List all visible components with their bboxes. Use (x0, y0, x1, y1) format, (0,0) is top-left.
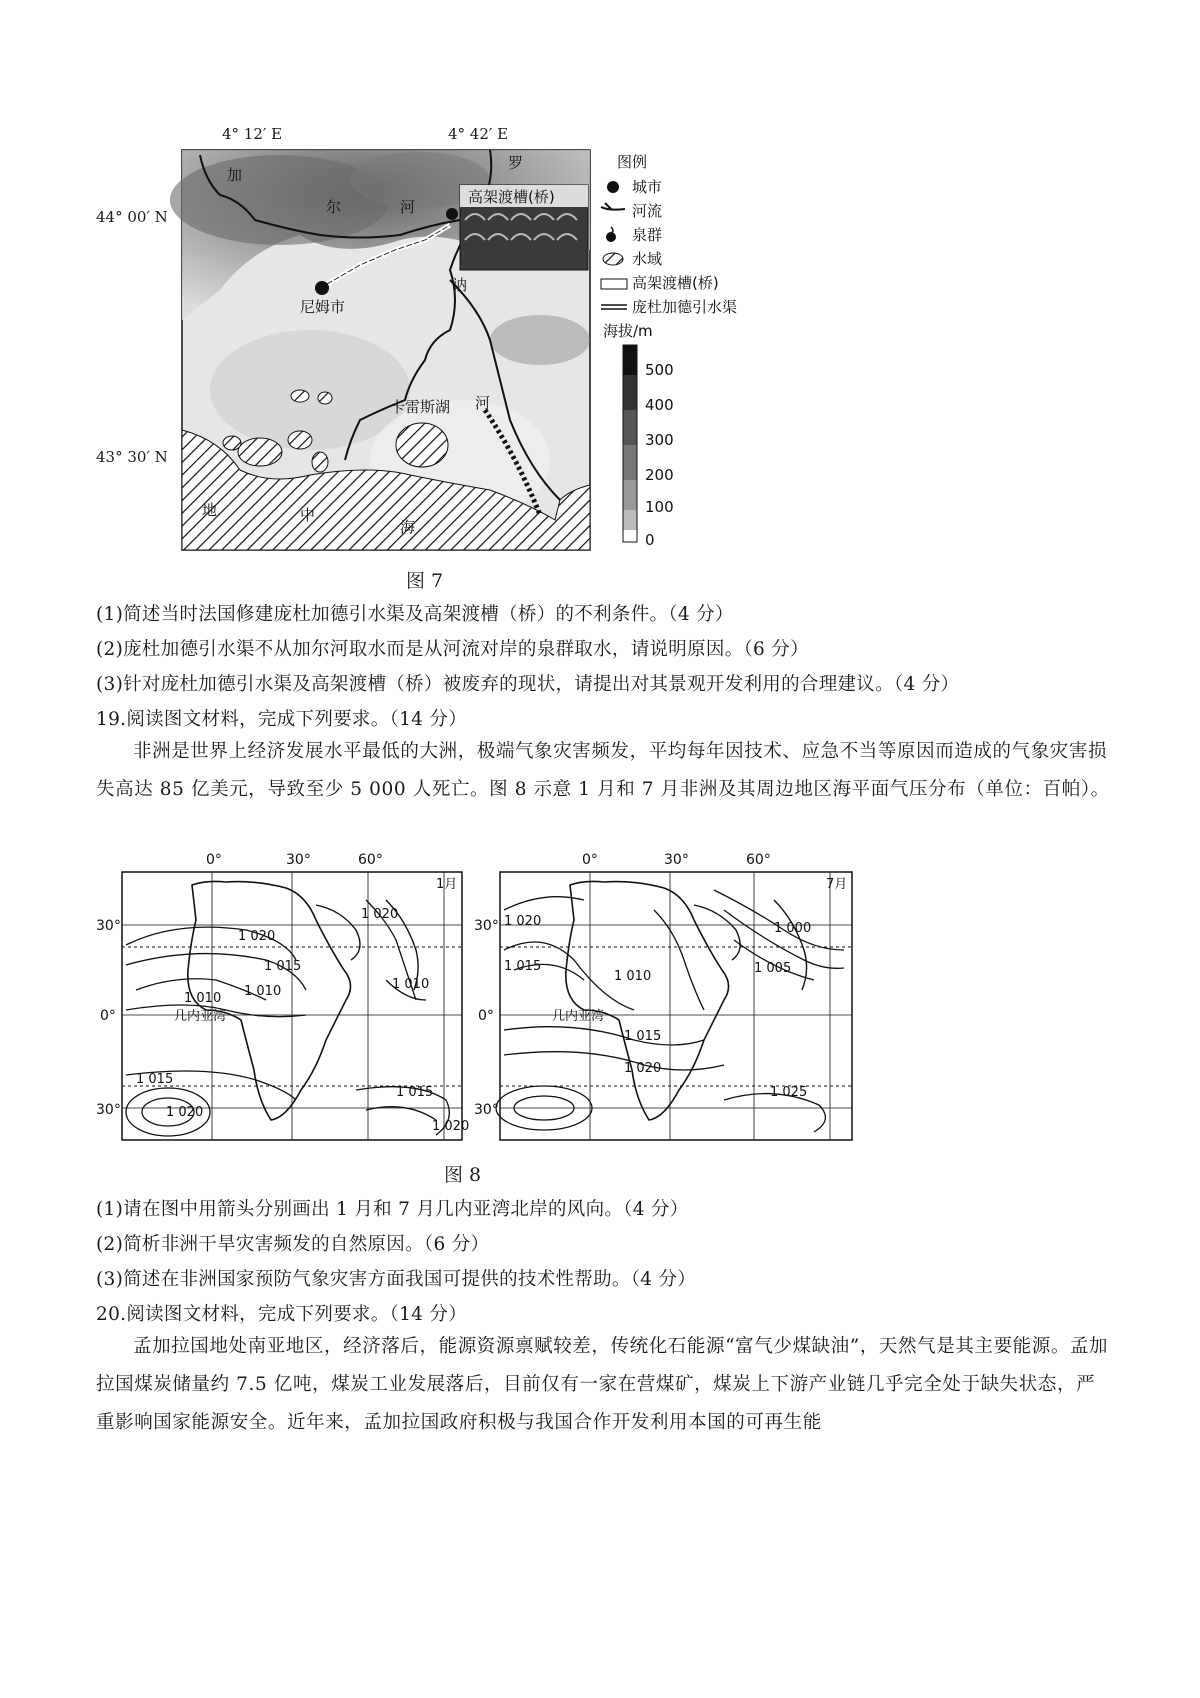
q19-1: (1)请在图中用箭头分别画出 1 月和 7 月几内亚湾北岸的风向。（4 分） (96, 1199, 689, 1220)
aqueduct-icon (601, 279, 627, 289)
lat-tick: 30° (474, 918, 499, 934)
lat-tick: 30° (474, 1102, 499, 1118)
isobar-label: 1 005 (754, 961, 792, 976)
label-jia: 加 (227, 166, 243, 184)
lat-tick: 30° (96, 1102, 121, 1118)
legend-water: 水域 (632, 250, 663, 268)
city-icon (607, 181, 619, 193)
q19-paragraph: 非洲是世界上经济发展水平最低的大洲，极端气象灾害频发，平均每年因技术、应急不当等原因而造成的气象灾害损失高达 85 亿美元，导致至少 5 000 人死亡。图 8 示意 1 月和 7 月非洲及其周边地区海平面气压分布（单位：百帕）。 (96, 741, 1110, 800)
lagoon (312, 452, 328, 472)
elev-tick-0: 0 (645, 531, 655, 549)
gulf-label-jul: 几内亚湾 (552, 1009, 605, 1024)
lon-tick: 60° (746, 852, 771, 868)
isobar-label: 1 010 (392, 977, 430, 992)
carres-lake (396, 423, 448, 467)
lowland-patch (210, 330, 410, 450)
lat-tick: 0° (478, 1008, 494, 1024)
inset-label: 高架渡槽(桥) (468, 188, 555, 206)
isobar-label: 1 000 (774, 921, 812, 936)
isobar-label: 1 020 (238, 929, 276, 944)
q19-heading: 19.阅读图文材料，完成下列要求。（14 分） (96, 709, 467, 730)
label-luo: 罗 (508, 154, 524, 172)
q20-paragraph: 孟加拉国地处南亚地区，经济落后，能源资源禀赋较差，传统化石能源“富气少煤缺油”，天然气是其主要能源。孟加拉国煤炭储量约 7.5 亿吨，煤炭工业发展落后，目前仅有一家在营煤矿，煤炭上下游产业链几乎完全处于缺失状态，严重影响国家能源安全。近年来，孟加拉国政府积极与我国合作开发利用本国的可再生能 (96, 1336, 1109, 1433)
label-he: 河 (400, 198, 416, 216)
lat-tick: 0° (100, 1008, 116, 1024)
lagoon (318, 392, 332, 404)
lon-label-2: 4° 42′ E (448, 125, 509, 143)
figure7-map (160, 140, 640, 560)
q18-3: (3)针对庞杜加德引水渠及高架渡槽（桥）被废弃的现状，请提出对其景观开发利用的合理建议。（4 分） (96, 674, 960, 695)
isobar-label: 1 015 (624, 1029, 662, 1044)
figure8-caption: 图 8 (444, 1164, 482, 1186)
lon-label-1: 4° 12′ E (222, 125, 283, 143)
figure7-legend (595, 145, 765, 550)
isobar-label: 1 020 (432, 1119, 470, 1134)
lat-label-1: 44° 00′ N (96, 208, 168, 226)
lagoon (223, 436, 241, 450)
nimes-city-marker (315, 281, 329, 295)
label-nimes: 尼姆市 (300, 298, 346, 316)
isobar-label: 1 025 (770, 1085, 808, 1100)
legend-title: 图例 (617, 153, 648, 171)
isobar-label: 1 010 (614, 969, 652, 984)
lat-label-2: 43° 30′ N (96, 448, 168, 466)
legend-aqueduct: 高架渡槽(桥) (632, 274, 719, 292)
isobar-label: 1 015 (264, 959, 302, 974)
legend-river: 河流 (632, 202, 663, 220)
isobar-label: 1 015 (504, 959, 542, 974)
spring-marker (446, 208, 458, 220)
isobar-label: 1 010 (184, 991, 222, 1006)
elev-tick-300: 300 (645, 431, 674, 449)
elev-tick-500: 500 (645, 361, 674, 379)
label-hai: 海 (400, 518, 416, 536)
legend-canal: 庞杜加德引水渠 (632, 298, 738, 316)
figure7-caption: 图 7 (406, 570, 444, 592)
q20-heading: 20.阅读图文材料，完成下列要求。（14 分） (96, 1304, 467, 1325)
lon-tick: 60° (358, 852, 383, 868)
isobar-label: 1 015 (396, 1085, 434, 1100)
month-label-jul: 7月 (826, 877, 848, 892)
lon-tick: 30° (286, 852, 311, 868)
isobar-label: 1 020 (166, 1105, 204, 1120)
q18-2: (2)庞杜加德引水渠不从加尔河取水而是从河流对岸的泉群取水，请说明原因。（6 分） (96, 639, 809, 660)
highland-patch (490, 315, 590, 365)
isobar-label: 1 020 (624, 1061, 662, 1076)
label-er: 尔 (326, 198, 342, 216)
isobar-label: 1 020 (504, 914, 542, 929)
q19-2: (2)简析非洲干旱灾害频发的自然原因。（6 分） (96, 1234, 490, 1255)
legend-spring: 泉群 (632, 226, 663, 244)
legend-city: 城市 (632, 178, 663, 196)
lagoon (288, 431, 312, 449)
label-di: 地 (202, 501, 218, 519)
lat-tick: 30° (96, 918, 121, 934)
elev-tick-200: 200 (645, 466, 674, 484)
label-he2: 河 (475, 394, 491, 412)
label-na: 讷 (452, 276, 468, 294)
q18-1: (1)简述当时法国修建庞杜加德引水渠及高架渡槽（桥）的不利条件。（4 分） (96, 604, 734, 625)
gulf-label-jan: 几内亚湾 (174, 1009, 227, 1024)
lon-tick: 30° (664, 852, 689, 868)
isobar-label: 1 015 (136, 1072, 174, 1087)
spring-icon (606, 232, 616, 242)
lagoon (291, 390, 309, 402)
month-label-jan: 1月 (436, 877, 458, 892)
lagoon (238, 438, 282, 466)
lon-tick: 0° (582, 852, 598, 868)
label-lake: 卡雷斯湖 (390, 398, 451, 416)
isobar-label: 1 020 (361, 907, 399, 922)
river-icon (601, 207, 625, 210)
water-icon (603, 253, 623, 265)
isobar-label: 1 010 (244, 984, 282, 999)
q19-3: (3)简述在非洲国家预防气象灾害方面我国可提供的技术性帮助。（4 分） (96, 1269, 697, 1290)
figure8-jan-map (96, 850, 476, 1150)
elev-tick-100: 100 (645, 498, 674, 516)
figure8-jul-map (474, 850, 864, 1150)
legend-elev-title: 海拔/m (603, 322, 653, 340)
lon-tick: 0° (206, 852, 222, 868)
label-zhong: 中 (300, 506, 316, 524)
elev-tick-400: 400 (645, 396, 674, 414)
